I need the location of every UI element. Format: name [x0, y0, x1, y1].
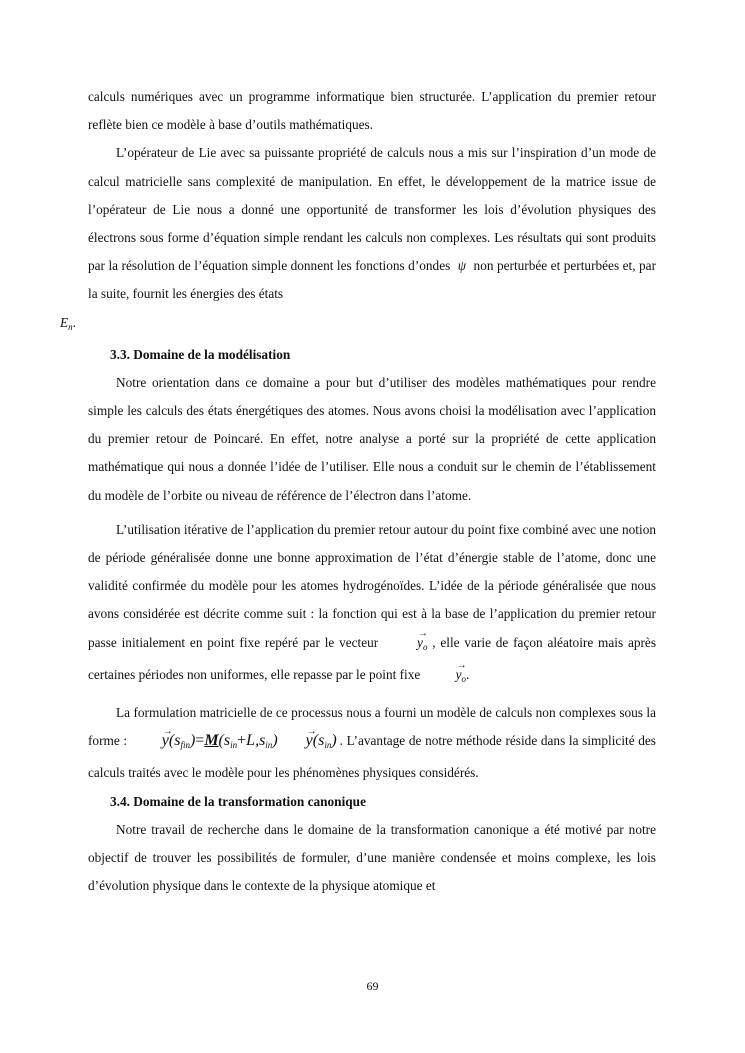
paragraph-5-text-b: . L’avantage de notre méthode réside dans la simplicité des calculs traités avec le modèle pour les phénomènes physiques considérés. — [88, 733, 656, 781]
paragraph-4-text-a: L’utilisation itérative de l’application du premier retour autour du point fixe combiné avec une notion de période généralisée donne une bonne approximation de l’état d’énergie stable de l’atome, donc une validité confirmée du modèle pour les atomes hydrogénoïdes. L’idée de la période généralisée que nous avons considérée est décrite comme suit : la fonction qui est à la base de l’application du premier retour passe initialement en point fixe repéré par le vecteur — [88, 521, 656, 650]
paragraph-3: Notre orientation dans ce domaine a pour but d’utiliser des modèles mathématiques pour rendre simple les calculs des états énergétiques des atomes. Nous avons choisi la modélisation avec l’application du premier retour de Poincaré. En effet, notre analyse a porté sur la propriété de cette application mathématique qui nous a donnée l’idée de l’utiliser. Elle nous a conduit sur le chemin de l’établissement du modèle de l’orbite ou niveau de référence de l’électron dans l’atome. — [88, 374, 656, 503]
paragraph-4-end: . — [466, 666, 470, 682]
paragraph-4 — [88, 516, 656, 693]
heading-3-3: 3.3. Domaine de la modélisation — [110, 346, 291, 362]
body-text — [60, 83, 657, 900]
paragraph-2-text-a: L’opérateur de Lie avec sa puissante propriété de calculs nous a mis sur l’inspiration d’un mode de calcul matricielle sans complexité de manipulation. En effet, le développement de la matrice issue de l’opérateur de Lie nous a donné une opportunité de transformer les lois d’évolution physiques des électrons sous forme d’équation simple rendant les calculs non complexes. Les résultats qui sont produits par la résolution de l’équation simple donnent les fonctions d’ondes — [88, 145, 656, 274]
vector-y0: → $y_o$ — [417, 627, 429, 652]
matrix-equation: → $y(s_{fin})=M(s_{in}+L,s_{in})$ → $y(s_{in})$ — [161, 726, 337, 751]
heading-3-4: 3.4. Domaine de la transformation canonique — [110, 793, 366, 809]
paragraph-4-text-b: , elle varie de façon aléatoire mais après certaines périodes non uniformes, elle repasse par le point fixe — [88, 634, 657, 682]
page-number: 69 — [366, 979, 379, 993]
vector-y0-fixed: → $y_o$ — [455, 659, 467, 684]
paragraph-2-text-b: non perturbée et perturbées et, par la suite, fournit les énergies des états — [88, 258, 657, 302]
paragraph-2 — [60, 139, 657, 340]
energy-symbol: E — [60, 314, 69, 330]
paragraph-5 — [88, 699, 656, 788]
energy-subscript: n — [68, 321, 73, 332]
paragraph-5-text-a: La formulation matricielle de ce processus nous a fourni un modèle de calculs non complexes sous la forme : — [88, 705, 656, 749]
paragraph-1: calculs numériques avec un programme informatique bien structurée. L’application du premier retour reflète bien ce modèle à base d’outils mathématiques. — [88, 89, 656, 133]
psi-symbol: ψ — [457, 258, 467, 274]
paragraph-6: Notre travail de recherche dans le domaine de la transformation canonique a été motivé par notre objectif de trouver les possibilités de formuler, d’une manière condensée et moins complexe, les lois d’évolution physique dans le contexte de la physique atomique et — [88, 821, 656, 894]
paragraph-2-end: . — [72, 314, 76, 330]
